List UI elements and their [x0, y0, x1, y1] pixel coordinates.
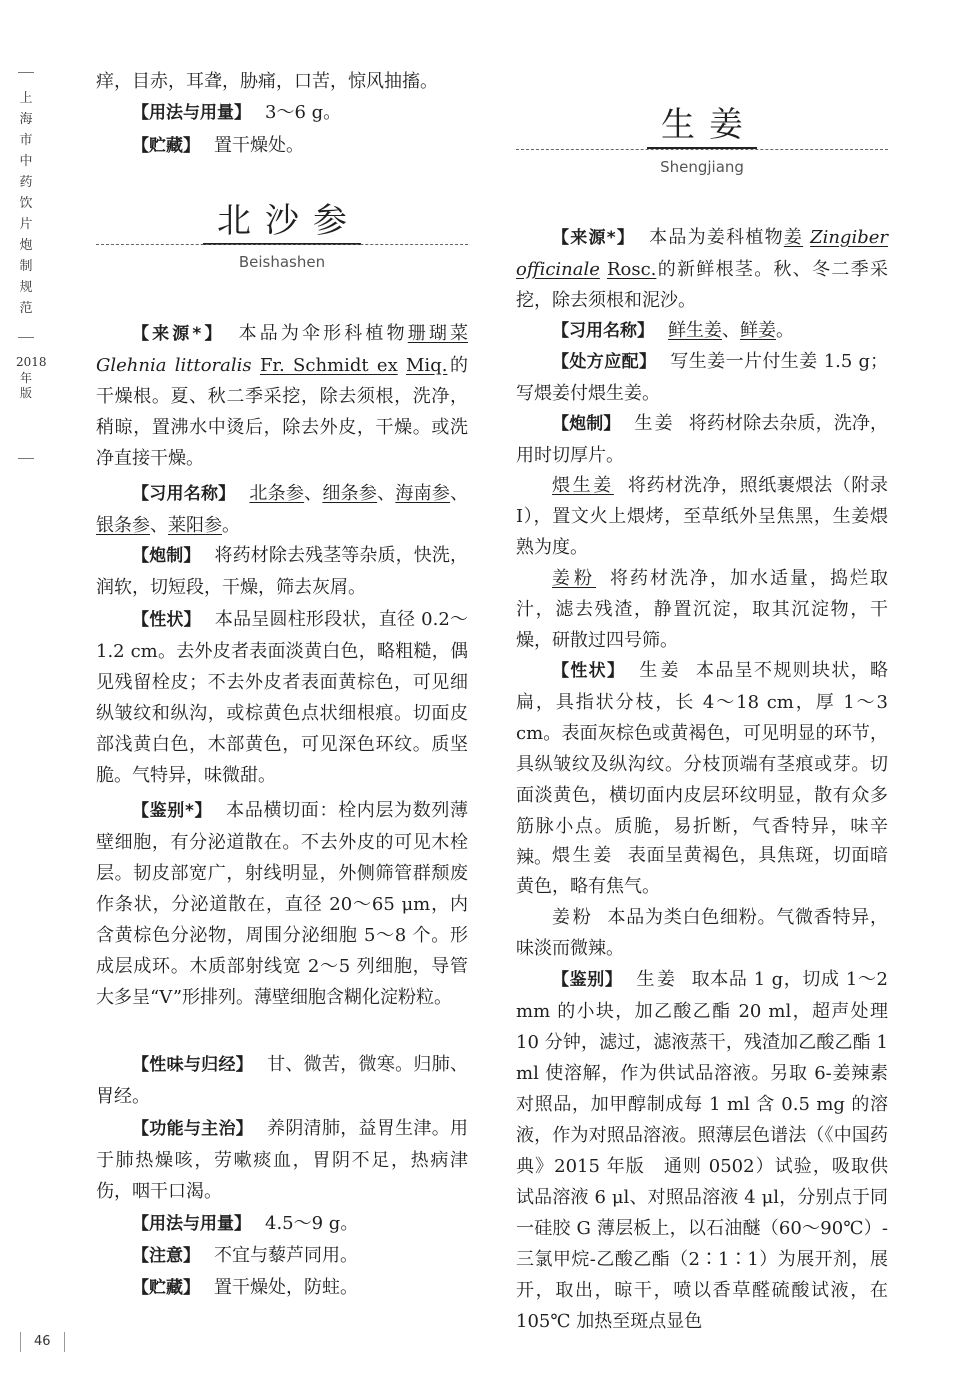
sidebar-rule-top	[18, 72, 34, 73]
caution-section: 【注意】 不宜与藜芦同用。	[132, 1245, 358, 1266]
latin-name: Zingiber	[810, 227, 888, 248]
section-tag: 【用法与用量】	[132, 103, 251, 123]
section-text: 置干燥处。	[214, 135, 304, 156]
section-tag: 【注意】	[132, 1246, 200, 1266]
monograph-title: 北沙参	[96, 201, 468, 241]
source-section: 【来源*】 本品为姜科植物姜 Zingiber officinale Rosc.的新鲜根茎。秋、冬二季采挖，除去须根和泥沙。	[516, 227, 888, 311]
section-tag: 【贮藏】	[132, 136, 200, 156]
subsection-label: 姜粉	[552, 568, 596, 589]
alias-name: 鲜生姜	[668, 320, 722, 341]
process-section: 【炮制】 将药材除去残茎等杂质，快洗，润软，切短段，干燥，筛去灰屑。	[96, 545, 469, 598]
section-tag: 【性状】	[552, 661, 626, 681]
alias-name: 银条参	[96, 515, 150, 536]
subsection-label: 煨生姜	[552, 845, 614, 866]
subsection-label: 姜粉	[552, 907, 594, 928]
character-item: 煨生姜 表面呈黄褐色，具焦斑，切面暗黄色，略有焦气。	[516, 845, 888, 897]
section-text: 3～6 g。	[265, 102, 342, 123]
page-number-bar-left	[20, 1332, 21, 1352]
carryover-dosage	[96, 97, 468, 129]
identify-section: 【鉴别】 生姜 取本品 1 g，切成 1～2 mm 的小块，加乙酸乙酯 20 ml，超声处理 10 分钟，滤过，滤液蒸干，残渣加乙酸乙酯 1 ml 使溶解，作为供试品溶液。另取 6-姜辣素对照品，加甲醇制成每 1 ml 含 0.5 mg 的溶液，作为对照品溶液。照薄层色谱法（《中国药典》2015 年版 通则 0502）试验，吸取供试品溶液 6 μl、对照品溶液 4 μl，分别点于同一硅胶 G 薄层板上，以石油醚（60～90℃）-三氯甲烷-乙酸乙酯（2∶1∶1）为展开剂，展开，取出，晾干，喷以香草醛硫酸试液，在 105℃ 加热至斑点显色	[516, 969, 889, 1332]
names-section: 【习用名称】 北条参、细条参、海南参、银条参、莱阳参。	[96, 483, 469, 536]
monograph-pinyin: Shengjiang	[660, 158, 744, 176]
section-tag: 【习用名称】	[132, 484, 236, 504]
section-tag: 【鉴别*】	[132, 801, 213, 821]
section-tag: 【炮制】	[552, 414, 621, 434]
carryover-text: 痒，目赤，耳聋，胁痛，口苦，惊风抽搐。	[96, 71, 438, 92]
sidebar-book-title: 上海市中药饮片炮制规范	[19, 91, 33, 316]
latin-author: Fr. Schmidt ex	[259, 355, 398, 376]
alias-name: 鲜姜	[740, 320, 776, 341]
identify-section: 【鉴别*】 本品横切面：栓内层为数列薄壁细胞，有分泌道散在。不去外皮的可见木栓层。韧皮部宽广，射线明显，外侧筛管群颓废作条状，分泌道散在，直径 20～65 μm，内含黄棕色分泌物，周围分泌细胞 5～8 个。形成层成环。木质部射线宽 2～5 列细胞，导管大多呈“V”形排列。薄壁细胞含糊化淀粉粒。	[96, 800, 469, 1008]
title-rule	[96, 244, 468, 245]
section-tag: 【处方应配】	[552, 352, 657, 372]
names-section: 【习用名称】 鲜生姜、鲜姜。	[552, 320, 794, 341]
section-tag: 【来源*】	[552, 228, 636, 248]
title-rule	[516, 149, 888, 150]
subsection-label: 生姜	[639, 660, 683, 681]
sidebar-edition: 2018年版	[16, 355, 47, 400]
section-tag: 【性味与归经】	[132, 1055, 254, 1075]
sidebar-rule-bottom	[18, 458, 34, 459]
alias-name: 细条参	[322, 483, 378, 504]
latin-name: officinale	[516, 259, 600, 280]
alias-name: 北条参	[249, 483, 305, 504]
page-number-bar-right	[64, 1332, 65, 1352]
section-tag: 【功能与主治】	[132, 1119, 254, 1139]
character-item: 姜粉 本品为类白色细粉。气微香特异，味淡而微辣。	[516, 907, 888, 959]
process-item: 姜粉 将药材洗净，加水适量，捣烂取汁，滤去残渣，静置沉淀，取其沉淀物，干燥，研散过四号筛。	[516, 568, 888, 651]
dosage-section: 【用法与用量】 4.5～9 g。	[132, 1213, 359, 1234]
section-tag: 【鉴别】	[552, 970, 623, 990]
function-section: 【功能与主治】 养阴清肺，益胃生津。用于肺热燥咳，劳嗽痰血，胃阴不足，热病津伤，咽干口渴。	[96, 1118, 469, 1202]
section-tag: 【用法与用量】	[132, 1214, 251, 1234]
prescription-section: 【处方应配】 写生姜一片付生姜 1.5 g；写煨姜付煨生姜。	[516, 351, 889, 404]
section-tag: 【炮制】	[132, 546, 201, 566]
page-number: 46	[34, 1334, 51, 1349]
character-section: 【性状】 本品呈圆柱形段状，直径 0.2～1.2 cm。去外皮者表面淡黄白色，略粗糙，偶见残留栓皮；不去外皮者表面黄棕色，可见细纵皱纹和纵沟，或棕黄色点状细根痕。切面皮部浅黄白色，木部黄色，可见深色环纹。质坚脆。气特异，味微甜。	[96, 609, 468, 786]
latin-name: Glehnia littoralis	[96, 355, 252, 376]
process-section: 【炮制】 生姜 将药材除去杂质，洗净，用时切厚片。	[516, 413, 888, 466]
sidebar-rule-middle	[18, 337, 34, 338]
section-tag: 【来源*】	[132, 324, 225, 344]
alias-name: 莱阳参	[168, 515, 222, 536]
source-section: 【来源*】 本品为伞形科植物珊瑚菜 Glehnia littoralis Fr. Schmidt ex Miq.的干燥根。夏、秋二季采挖，除去须根，洗净，稍晾，置沸水中烫后，除去外皮，干燥。或洗净直接干燥。	[96, 323, 468, 469]
nature-section: 【性味与归经】 甘、微苦，微寒。归肺、胃经。	[96, 1054, 469, 1107]
latin-author: Rosc.	[606, 259, 657, 280]
subsection-label: 生姜	[636, 969, 678, 990]
section-tag: 【习用名称】	[552, 321, 654, 341]
character-section: 【性状】 生姜 本品呈不规则块状，略扁，具指状分枝，长 4～18 cm，厚 1～3 cm。表面灰棕色或黄褐色，可见明显的环节，具纵皱纹及纵沟纹。分枝顶端有茎痕或芽。切面淡黄色，横切面内皮层环纹明显，散有众多筋脉小点。质脆，易折断，气香特异，味辛辣。	[516, 660, 889, 868]
section-tag: 【贮藏】	[132, 1278, 200, 1298]
plant-name: 姜	[783, 227, 804, 248]
carryover-storage	[96, 130, 468, 162]
plant-name: 珊瑚菜	[407, 323, 468, 344]
subsection-label: 生姜	[634, 413, 675, 434]
monograph-pinyin: Beishashen	[238, 253, 326, 271]
subsection-label: 煨生姜	[552, 475, 614, 496]
section-tag: 【性状】	[132, 610, 201, 630]
latin-author: Miq.	[406, 355, 448, 376]
storage-section: 【贮藏】 置干燥处，防蛀。	[132, 1277, 358, 1298]
alias-name: 海南参	[395, 483, 451, 504]
monograph-title: 生姜	[516, 105, 888, 145]
process-item: 煨生姜 将药材洗净，照纸裹煨法（附录Ⅰ），置文火上煨烤，至草纸外呈焦黑，生姜煨熟为度。	[516, 475, 888, 558]
